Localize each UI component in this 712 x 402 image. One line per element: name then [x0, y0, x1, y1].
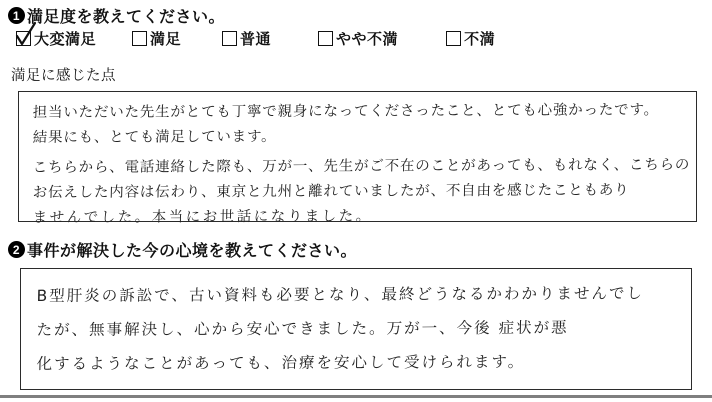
handwritten-line: 担当いただいた先生がとても丁寧で親身になってくださったこと、とても心強かったです。: [32, 102, 660, 122]
question2-heading: [8, 238, 357, 261]
option-label: 普通: [240, 32, 272, 48]
checkbox-option-very-satisfied[interactable]: [16, 28, 96, 49]
handwritten-line: たが、無事解決し、心から安心できました。万が一、今後 症状が悪: [36, 318, 569, 340]
handwritten-line: お伝えした内容は伝わり、東京と九州と離れていましたが、不自由を感じたこともあり: [32, 182, 630, 202]
checkbox-satisfied[interactable]: [132, 31, 147, 46]
option-label: 大変満足: [34, 32, 97, 48]
checkbox-very-satisfied[interactable]: [16, 31, 31, 46]
satisfied-points-label: 満足に感じた点: [11, 68, 116, 84]
handwritten-line: 化するようなことがあっても、治療を安心して受けられます。: [36, 352, 526, 374]
handwritten-line: B型肝炎の訴訟で、古い資料も必要となり、最終どうなるかわかりませんでし: [36, 284, 645, 306]
satisfaction-options-row: [16, 28, 495, 49]
answer-box-current-feelings[interactable]: [20, 268, 692, 390]
question2-number-icon: 2: [8, 241, 25, 258]
checkbox-option-normal[interactable]: [222, 28, 271, 49]
option-label: やや不満: [336, 32, 399, 48]
question1-title: 満足度を教えてください。: [27, 9, 226, 26]
answer-box-satisfied-points[interactable]: [18, 91, 697, 227]
option-label: 満足: [150, 32, 182, 48]
checkbox-somewhat-dissatisfied[interactable]: [318, 31, 333, 46]
option-label: 不満: [464, 32, 496, 48]
question2-title: 事件が解決した今の心境を教えてください。: [27, 243, 358, 260]
handwritten-line: こちらから、電話連絡した際も、万が一、先生がご不在のことがあっても、もれなく、こちらの: [32, 157, 691, 177]
scan-bottom-edge: [0, 395, 712, 398]
question1-number-icon: 1: [8, 7, 25, 24]
checkbox-dissatisfied[interactable]: [446, 31, 461, 46]
checkbox-option-somewhat-dissatisfied[interactable]: [318, 28, 398, 49]
checkbox-option-dissatisfied[interactable]: [446, 28, 495, 49]
checkbox-option-satisfied[interactable]: [132, 28, 181, 49]
checkbox-normal[interactable]: [222, 31, 237, 46]
handwritten-line: 結果にも、とても満足しています。: [32, 128, 277, 147]
question1-heading: [8, 4, 225, 27]
handwritten-line: ませんでした。本当にお世話になりました。: [32, 208, 373, 227]
